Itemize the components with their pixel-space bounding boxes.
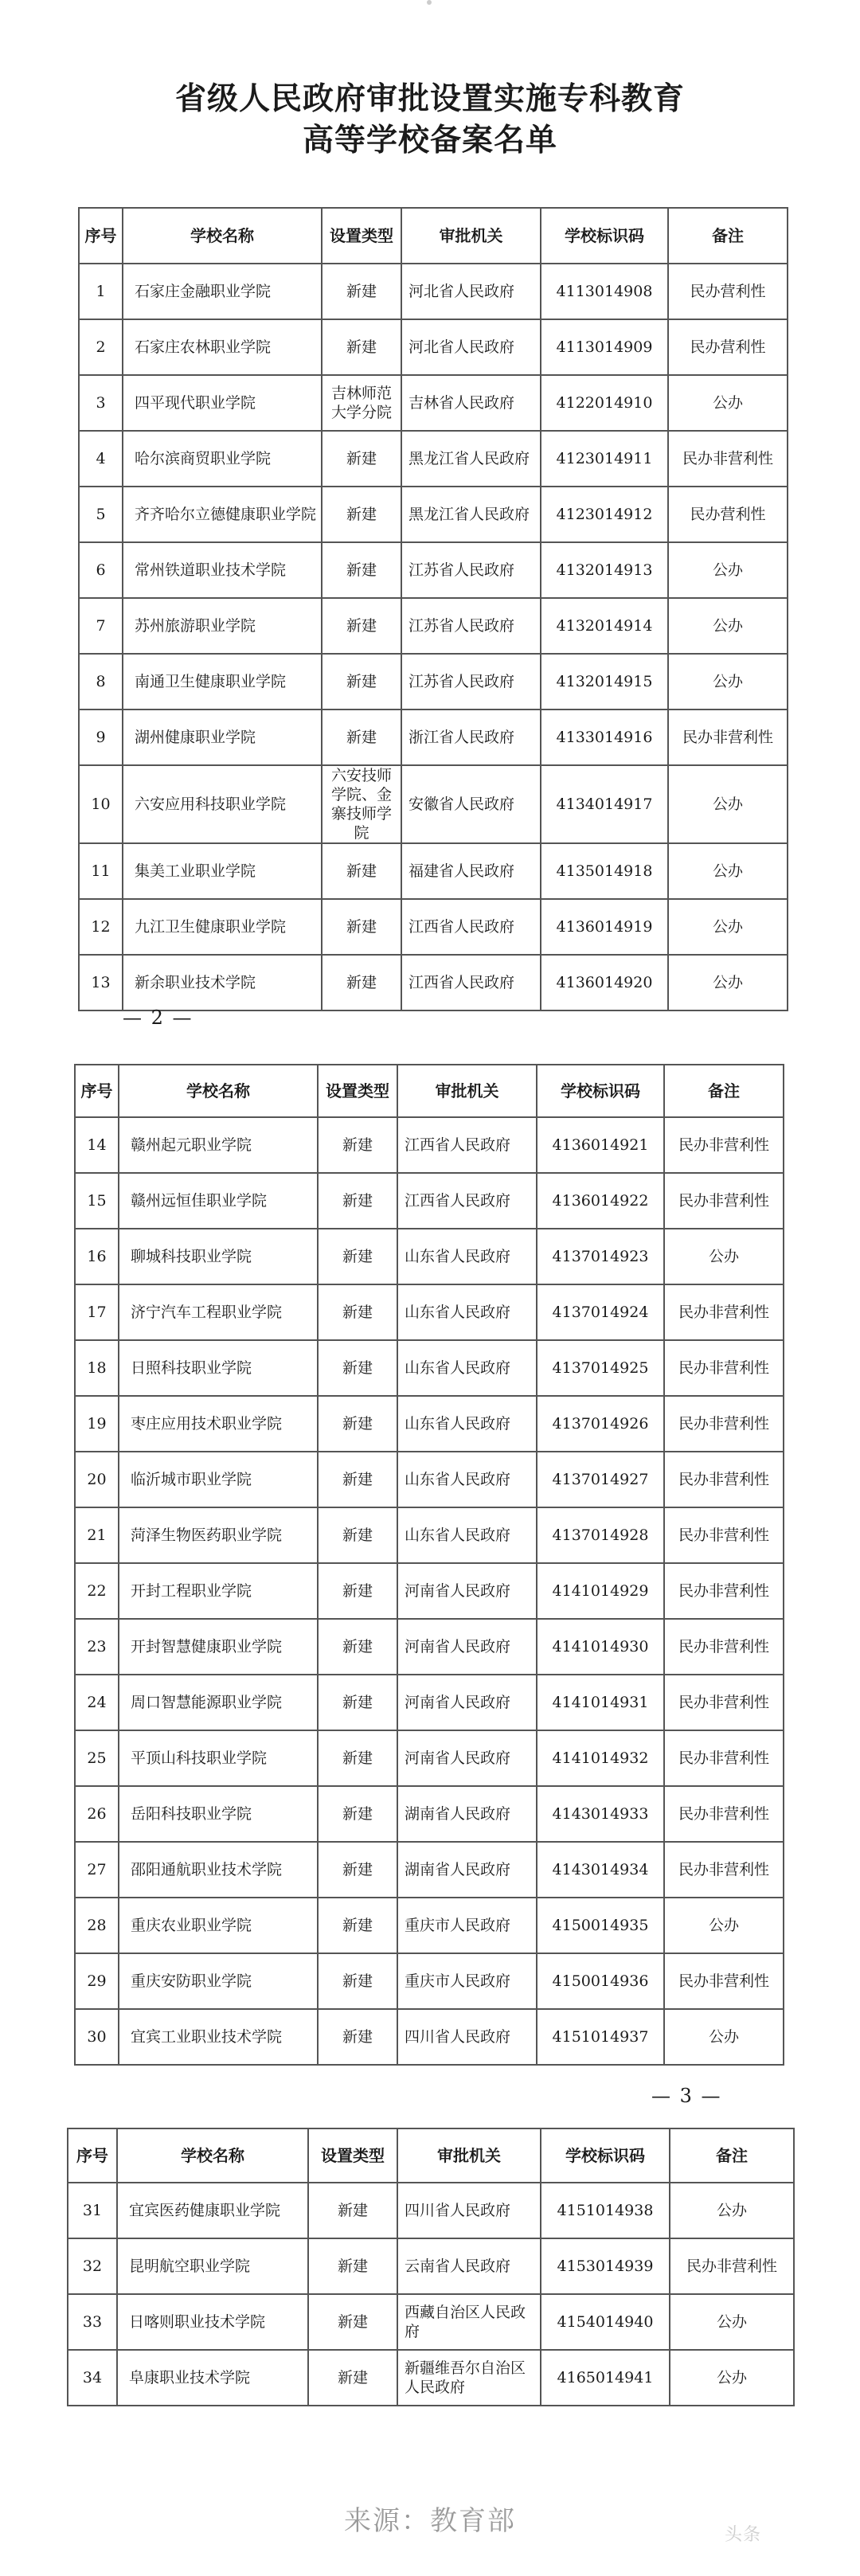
table-row (75, 1396, 784, 1452)
school-name: 六安应用科技职业学院 (123, 765, 322, 843)
table-row (68, 2183, 794, 2238)
remark: 民办非营利性 (664, 1786, 784, 1842)
approval-authority: 河南省人民政府 (397, 1730, 537, 1786)
column-header-approval-authority: 审批机关 (401, 208, 541, 264)
setup-type: 吉林师范大学分院 (322, 375, 401, 431)
school-name: 开封智慧健康职业学院 (119, 1619, 318, 1675)
approval-authority: 重庆市人民政府 (397, 1898, 537, 1953)
row-number: 20 (75, 1452, 119, 1507)
school-name: 新余职业技术学院 (123, 955, 322, 1010)
remark: 公办 (668, 955, 788, 1010)
remark: 公办 (664, 1898, 784, 1953)
remark: 公办 (664, 1229, 784, 1284)
remark: 民办非营利性 (664, 1842, 784, 1898)
setup-type: 新建 (318, 1786, 397, 1842)
table-row (79, 487, 788, 542)
approval-authority: 江苏省人民政府 (401, 654, 541, 709)
setup-type: 新建 (318, 1563, 397, 1619)
approval-authority: 福建省人民政府 (401, 843, 541, 899)
table-row (75, 1898, 784, 1953)
row-number: 4 (79, 431, 123, 487)
approval-authority: 山东省人民政府 (397, 1229, 537, 1284)
approval-authority: 江西省人民政府 (401, 955, 541, 1010)
table-row (75, 1340, 784, 1396)
remark: 公办 (668, 598, 788, 654)
school-code: 4123014911 (541, 431, 668, 487)
school-code: 4136014919 (541, 899, 668, 955)
table-page-2 (74, 1064, 784, 2066)
school-code: 4150014935 (537, 1898, 664, 1953)
remark: 民办非营利性 (664, 1563, 784, 1619)
remark: 民办非营利性 (670, 2238, 794, 2294)
approval-authority: 江西省人民政府 (401, 899, 541, 955)
remark: 民办非营利性 (664, 1619, 784, 1675)
remark: 民办营利性 (668, 264, 788, 319)
school-name: 聊城科技职业学院 (119, 1229, 318, 1284)
school-name: 齐齐哈尔立德健康职业学院 (123, 487, 322, 542)
setup-type: 新建 (318, 1117, 397, 1173)
school-code: 4151014938 (541, 2183, 670, 2238)
school-code: 4141014929 (537, 1563, 664, 1619)
row-number: 18 (75, 1340, 119, 1396)
approval-authority: 西藏自治区人民政府 (397, 2294, 541, 2350)
school-name: 平顶山科技职业学院 (119, 1730, 318, 1786)
table-row (79, 319, 788, 375)
remark: 民办非营利性 (664, 1340, 784, 1396)
school-name: 菏泽生物医药职业学院 (119, 1507, 318, 1563)
page-number-2: — 2 — (123, 1007, 194, 1029)
approval-authority: 河南省人民政府 (397, 1563, 537, 1619)
setup-type: 新建 (308, 2183, 397, 2238)
setup-type: 新建 (322, 843, 401, 899)
approval-authority: 山东省人民政府 (397, 1452, 537, 1507)
watermark: 头条 (725, 2525, 762, 2545)
row-number: 31 (68, 2183, 117, 2238)
row-number: 17 (75, 1284, 119, 1340)
approval-authority: 浙江省人民政府 (401, 709, 541, 765)
approval-authority: 江苏省人民政府 (401, 598, 541, 654)
school-name: 阜康职业技术学院 (117, 2350, 308, 2406)
setup-type: 新建 (322, 955, 401, 1010)
school-name: 苏州旅游职业学院 (123, 598, 322, 654)
row-number: 7 (79, 598, 123, 654)
remark: 民办非营利性 (664, 1953, 784, 2009)
table-row (79, 542, 788, 598)
setup-type: 新建 (318, 1507, 397, 1563)
table-row (75, 1619, 784, 1675)
document-title (0, 78, 860, 161)
school-name: 周口智慧能源职业学院 (119, 1675, 318, 1730)
table-page-1 (78, 207, 788, 1011)
remark: 民办非营利性 (664, 1675, 784, 1730)
source-caption: 来源：教育部 (344, 2505, 516, 2537)
setup-type: 新建 (322, 542, 401, 598)
column-header-approval-authority: 审批机关 (397, 1065, 537, 1117)
row-number: 10 (79, 765, 123, 843)
row-number: 15 (75, 1173, 119, 1229)
table-header-row (68, 2128, 794, 2183)
table-row (75, 1675, 784, 1730)
table-row (79, 598, 788, 654)
remark: 公办 (670, 2294, 794, 2350)
school-name: 石家庄金融职业学院 (123, 264, 322, 319)
approval-authority: 江苏省人民政府 (401, 542, 541, 598)
setup-type: 新建 (322, 899, 401, 955)
school-code: 4134014917 (541, 765, 668, 843)
remark: 民办非营利性 (664, 1507, 784, 1563)
table-row (68, 2238, 794, 2294)
column-header-remark: 备注 (664, 1065, 784, 1117)
approval-authority: 山东省人民政府 (397, 1507, 537, 1563)
row-number: 33 (68, 2294, 117, 2350)
row-number: 12 (79, 899, 123, 955)
setup-type: 新建 (322, 431, 401, 487)
column-header-school-code: 学校标识码 (541, 2128, 670, 2183)
setup-type: 新建 (308, 2294, 397, 2350)
row-number: 3 (79, 375, 123, 431)
school-code: 4113014908 (541, 264, 668, 319)
school-code: 4151014937 (537, 2009, 664, 2065)
remark: 公办 (670, 2183, 794, 2238)
school-name: 重庆安防职业学院 (119, 1953, 318, 2009)
school-name: 宜宾医药健康职业学院 (117, 2183, 308, 2238)
approval-authority: 黑龙江省人民政府 (401, 487, 541, 542)
setup-type: 新建 (318, 1173, 397, 1229)
column-header-setup-type: 设置类型 (322, 208, 401, 264)
table-row (75, 1730, 784, 1786)
remark: 民办非营利性 (664, 1396, 784, 1452)
approval-authority: 黑龙江省人民政府 (401, 431, 541, 487)
row-number: 27 (75, 1842, 119, 1898)
approval-authority: 新疆维吾尔自治区人民政府 (397, 2350, 541, 2406)
table-row (75, 2009, 784, 2065)
school-name: 赣州起元职业学院 (119, 1117, 318, 1173)
school-code: 4153014939 (541, 2238, 670, 2294)
school-code: 4141014931 (537, 1675, 664, 1730)
row-number: 21 (75, 1507, 119, 1563)
table-row (75, 1229, 784, 1284)
approval-authority: 江西省人民政府 (397, 1117, 537, 1173)
school-code: 4123014912 (541, 487, 668, 542)
column-header-school-code: 学校标识码 (537, 1065, 664, 1117)
row-number: 24 (75, 1675, 119, 1730)
remark: 公办 (664, 2009, 784, 2065)
school-name: 石家庄农林职业学院 (123, 319, 322, 375)
school-code: 4136014922 (537, 1173, 664, 1229)
column-header-setup-type: 设置类型 (318, 1065, 397, 1117)
approval-authority: 云南省人民政府 (397, 2238, 541, 2294)
table-header-row (79, 208, 788, 264)
top-dot (427, 0, 432, 5)
approval-authority: 安徽省人民政府 (401, 765, 541, 843)
column-header-remark: 备注 (668, 208, 788, 264)
setup-type: 新建 (322, 654, 401, 709)
row-number: 23 (75, 1619, 119, 1675)
remark: 公办 (668, 899, 788, 955)
school-code: 4137014923 (537, 1229, 664, 1284)
approval-authority: 河南省人民政府 (397, 1619, 537, 1675)
table-row (79, 709, 788, 765)
column-header-row-number: 序号 (68, 2128, 117, 2183)
table-row (79, 843, 788, 899)
approval-authority: 河北省人民政府 (401, 319, 541, 375)
school-code: 4141014932 (537, 1730, 664, 1786)
table-row (79, 955, 788, 1010)
school-code: 4154014940 (541, 2294, 670, 2350)
setup-type: 新建 (322, 319, 401, 375)
school-code: 4137014927 (537, 1452, 664, 1507)
remark: 民办非营利性 (668, 709, 788, 765)
setup-type: 六安技师学院、金寨技师学院 (322, 765, 401, 843)
school-name: 开封工程职业学院 (119, 1563, 318, 1619)
column-header-setup-type: 设置类型 (308, 2128, 397, 2183)
table-row (75, 1563, 784, 1619)
approval-authority: 河北省人民政府 (401, 264, 541, 319)
approval-authority: 四川省人民政府 (397, 2009, 537, 2065)
table-row (75, 1452, 784, 1507)
remark: 公办 (668, 654, 788, 709)
school-name: 日照科技职业学院 (119, 1340, 318, 1396)
school-name: 昆明航空职业学院 (117, 2238, 308, 2294)
table-page-3 (67, 2128, 795, 2406)
school-name: 日喀则职业技术学院 (117, 2294, 308, 2350)
remark: 民办非营利性 (664, 1452, 784, 1507)
column-header-row-number: 序号 (79, 208, 123, 264)
setup-type: 新建 (318, 1340, 397, 1396)
column-header-school-code: 学校标识码 (541, 208, 668, 264)
table-row (75, 1786, 784, 1842)
school-code: 4137014926 (537, 1396, 664, 1452)
remark: 民办非营利性 (664, 1117, 784, 1173)
table-row (75, 1842, 784, 1898)
setup-type: 新建 (308, 2238, 397, 2294)
setup-type: 新建 (322, 487, 401, 542)
school-name: 集美工业职业学院 (123, 843, 322, 899)
table-row (79, 431, 788, 487)
setup-type: 新建 (318, 1898, 397, 1953)
remark: 民办非营利性 (668, 431, 788, 487)
row-number: 22 (75, 1563, 119, 1619)
remark: 公办 (668, 843, 788, 899)
school-code: 4143014933 (537, 1786, 664, 1842)
title-line-2: 高等学校备案名单 (302, 122, 557, 158)
school-code: 4132014913 (541, 542, 668, 598)
school-code: 4133014916 (541, 709, 668, 765)
setup-type: 新建 (322, 709, 401, 765)
approval-authority: 重庆市人民政府 (397, 1953, 537, 2009)
setup-type: 新建 (318, 1229, 397, 1284)
school-name: 宜宾工业职业技术学院 (119, 2009, 318, 2065)
row-number: 14 (75, 1117, 119, 1173)
row-number: 16 (75, 1229, 119, 1284)
school-code: 4132014915 (541, 654, 668, 709)
column-header-school-name: 学校名称 (119, 1065, 318, 1117)
setup-type: 新建 (318, 1675, 397, 1730)
school-name: 济宁汽车工程职业学院 (119, 1284, 318, 1340)
row-number: 28 (75, 1898, 119, 1953)
approval-authority: 四川省人民政府 (397, 2183, 541, 2238)
table-row (79, 765, 788, 843)
school-code: 4150014936 (537, 1953, 664, 2009)
school-name: 九江卫生健康职业学院 (123, 899, 322, 955)
approval-authority: 吉林省人民政府 (401, 375, 541, 431)
row-number: 34 (68, 2350, 117, 2406)
row-number: 26 (75, 1786, 119, 1842)
remark: 公办 (670, 2350, 794, 2406)
row-number: 13 (79, 955, 123, 1010)
table-row (79, 899, 788, 955)
school-code: 4137014924 (537, 1284, 664, 1340)
approval-authority: 河南省人民政府 (397, 1675, 537, 1730)
school-name: 重庆农业职业学院 (119, 1898, 318, 1953)
school-code: 4136014920 (541, 955, 668, 1010)
setup-type: 新建 (322, 264, 401, 319)
approval-authority: 湖南省人民政府 (397, 1786, 537, 1842)
column-header-approval-authority: 审批机关 (397, 2128, 541, 2183)
school-code: 4113014909 (541, 319, 668, 375)
row-number: 25 (75, 1730, 119, 1786)
remark: 民办营利性 (668, 487, 788, 542)
row-number: 2 (79, 319, 123, 375)
column-header-school-name: 学校名称 (117, 2128, 308, 2183)
school-code: 4137014928 (537, 1507, 664, 1563)
row-number: 9 (79, 709, 123, 765)
school-name: 南通卫生健康职业学院 (123, 654, 322, 709)
row-number: 32 (68, 2238, 117, 2294)
setup-type: 新建 (318, 1730, 397, 1786)
setup-type: 新建 (318, 1452, 397, 1507)
school-code: 4135014918 (541, 843, 668, 899)
setup-type: 新建 (318, 2009, 397, 2065)
setup-type: 新建 (308, 2350, 397, 2406)
remark: 民办非营利性 (664, 1173, 784, 1229)
title-line-1: 省级人民政府审批设置实施专科教育 (174, 80, 685, 117)
school-name: 岳阳科技职业学院 (119, 1786, 318, 1842)
table-row (79, 264, 788, 319)
page-number-3: — 3 — (651, 2085, 722, 2107)
column-header-row-number: 序号 (75, 1065, 119, 1117)
setup-type: 新建 (318, 1396, 397, 1452)
row-number: 19 (75, 1396, 119, 1452)
table-header-row (75, 1065, 784, 1117)
setup-type: 新建 (318, 1842, 397, 1898)
school-name: 枣庄应用技术职业学院 (119, 1396, 318, 1452)
school-name: 邵阳通航职业技术学院 (119, 1842, 318, 1898)
table-row (79, 375, 788, 431)
remark: 民办非营利性 (664, 1284, 784, 1340)
setup-type: 新建 (318, 1619, 397, 1675)
school-code: 4141014930 (537, 1619, 664, 1675)
remark: 民办非营利性 (664, 1730, 784, 1786)
approval-authority: 山东省人民政府 (397, 1284, 537, 1340)
row-number: 11 (79, 843, 123, 899)
row-number: 6 (79, 542, 123, 598)
table-row (75, 1953, 784, 2009)
school-name: 常州铁道职业技术学院 (123, 542, 322, 598)
remark: 公办 (668, 375, 788, 431)
table-row (75, 1117, 784, 1173)
approval-authority: 山东省人民政府 (397, 1396, 537, 1452)
approval-authority: 山东省人民政府 (397, 1340, 537, 1396)
column-header-remark: 备注 (670, 2128, 794, 2183)
table-row (75, 1173, 784, 1229)
school-code: 4165014941 (541, 2350, 670, 2406)
remark: 公办 (668, 542, 788, 598)
table-row (75, 1284, 784, 1340)
remark: 公办 (668, 765, 788, 843)
table-row (68, 2350, 794, 2406)
school-name: 赣州远恒佳职业学院 (119, 1173, 318, 1229)
school-code: 4137014925 (537, 1340, 664, 1396)
approval-authority: 江西省人民政府 (397, 1173, 537, 1229)
school-name: 湖州健康职业学院 (123, 709, 322, 765)
row-number: 8 (79, 654, 123, 709)
row-number: 29 (75, 1953, 119, 2009)
remark: 民办营利性 (668, 319, 788, 375)
row-number: 30 (75, 2009, 119, 2065)
setup-type: 新建 (322, 598, 401, 654)
school-code: 4132014914 (541, 598, 668, 654)
school-code: 4122014910 (541, 375, 668, 431)
school-code: 4136014921 (537, 1117, 664, 1173)
table-row (68, 2294, 794, 2350)
setup-type: 新建 (318, 1284, 397, 1340)
row-number: 1 (79, 264, 123, 319)
school-name: 四平现代职业学院 (123, 375, 322, 431)
school-code: 4143014934 (537, 1842, 664, 1898)
row-number: 5 (79, 487, 123, 542)
school-name: 临沂城市职业学院 (119, 1452, 318, 1507)
table-row (75, 1507, 784, 1563)
school-name: 哈尔滨商贸职业学院 (123, 431, 322, 487)
column-header-school-name: 学校名称 (123, 208, 322, 264)
approval-authority: 湖南省人民政府 (397, 1842, 537, 1898)
table-row (79, 654, 788, 709)
setup-type: 新建 (318, 1953, 397, 2009)
